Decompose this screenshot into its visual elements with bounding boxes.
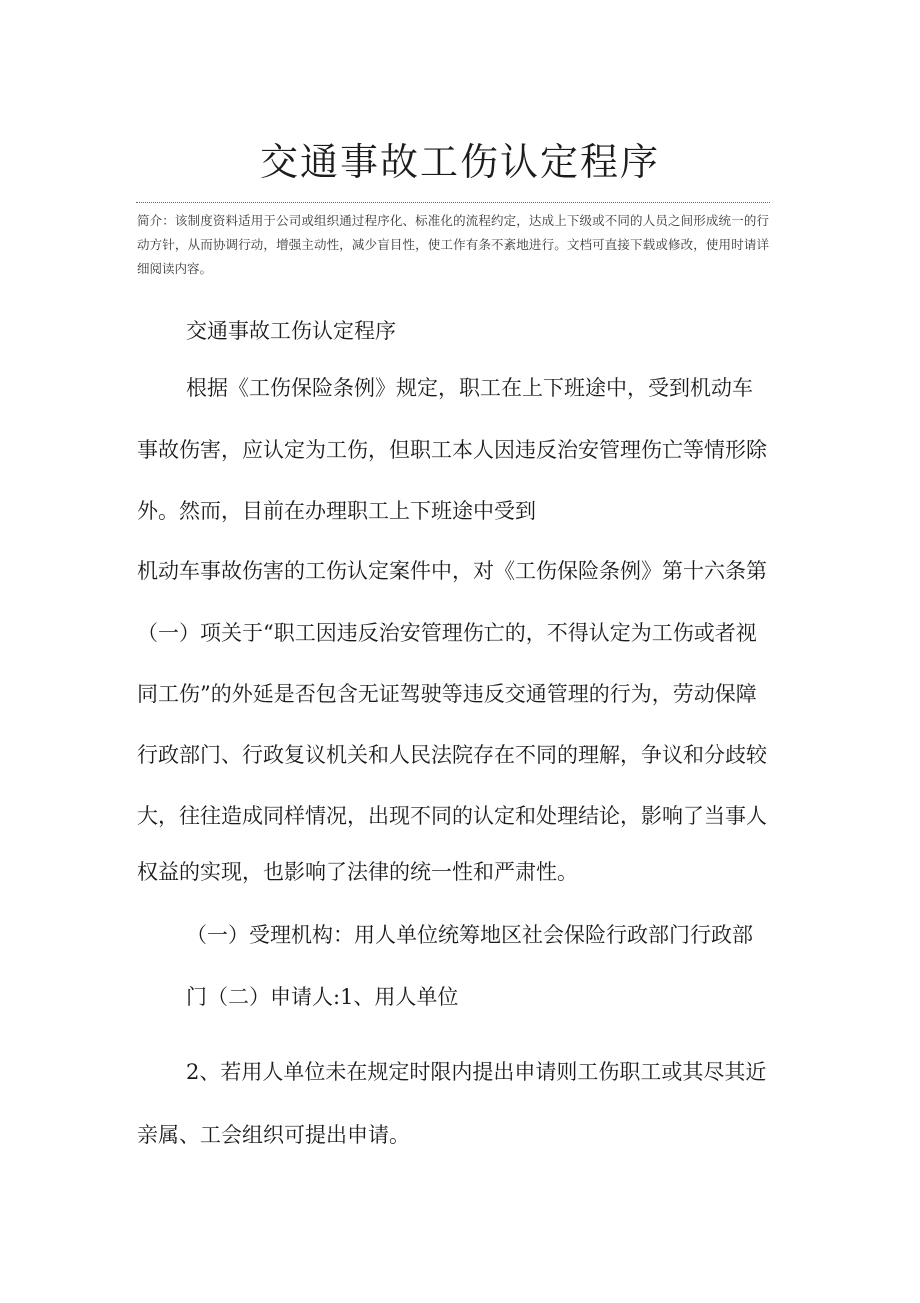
body-line: 外。然而，目前在办理职工上下班途中受到 (137, 499, 536, 523)
body-line: （一）项关于“职工因违反治安管理伤亡的，不得认定为工伤或者视 (137, 621, 757, 645)
body-line: 亲属、工会组织可提出申请。 (137, 1123, 410, 1147)
body-heading: 交通事故工伤认定程序 (186, 319, 396, 343)
body-line: 事故伤害，应认定为工伤，但职工本人因违反治安管理伤亡等情形除 (137, 438, 767, 462)
document-summary: 简介：该制度资料适用于公司或组织通过程序化、标准化的流程约定，达成上下级或不同的人员之间形成统一的行动方针，从而协调行动，增强主动性，减少盲目性，使工作有条不紊地进行。文档可直接下载或修改，使用时请详细阅读内容。 (137, 213, 769, 276)
body-line: 大，往往造成同样情况，出现不同的认定和处理结论，影响了当事人 (137, 804, 767, 828)
document-title: 交通事故工伤认定程序 (259, 140, 660, 184)
title-divider (136, 202, 770, 203)
body-line: 门（二）申请人:1、用人单位 (186, 985, 459, 1009)
body-line: 行政部门、行政复议机关和人民法院存在不同的理解，争议和分歧较 (137, 743, 767, 767)
body-line: 权益的实现，也影响了法律的统一性和严肃性。 (137, 860, 578, 884)
body-line: （一）受理机构：用人单位统筹地区社会保险行政部门行政部 (186, 923, 753, 947)
body-line: 2、若用人单位未在规定时限内提出申请则工伤职工或其尽其近 (186, 1060, 767, 1084)
body-line: 根据《工伤保险条例》规定，职工在上下班途中，受到机动车 (186, 376, 753, 400)
body-line: 同工伤”的外延是否包含无证驾驶等违反交通管理的行为，劳动保障 (137, 682, 757, 706)
body-line: 机动车事故伤害的工伤认定案件中，对《工伤保险条例》第十六条第 (137, 559, 767, 583)
